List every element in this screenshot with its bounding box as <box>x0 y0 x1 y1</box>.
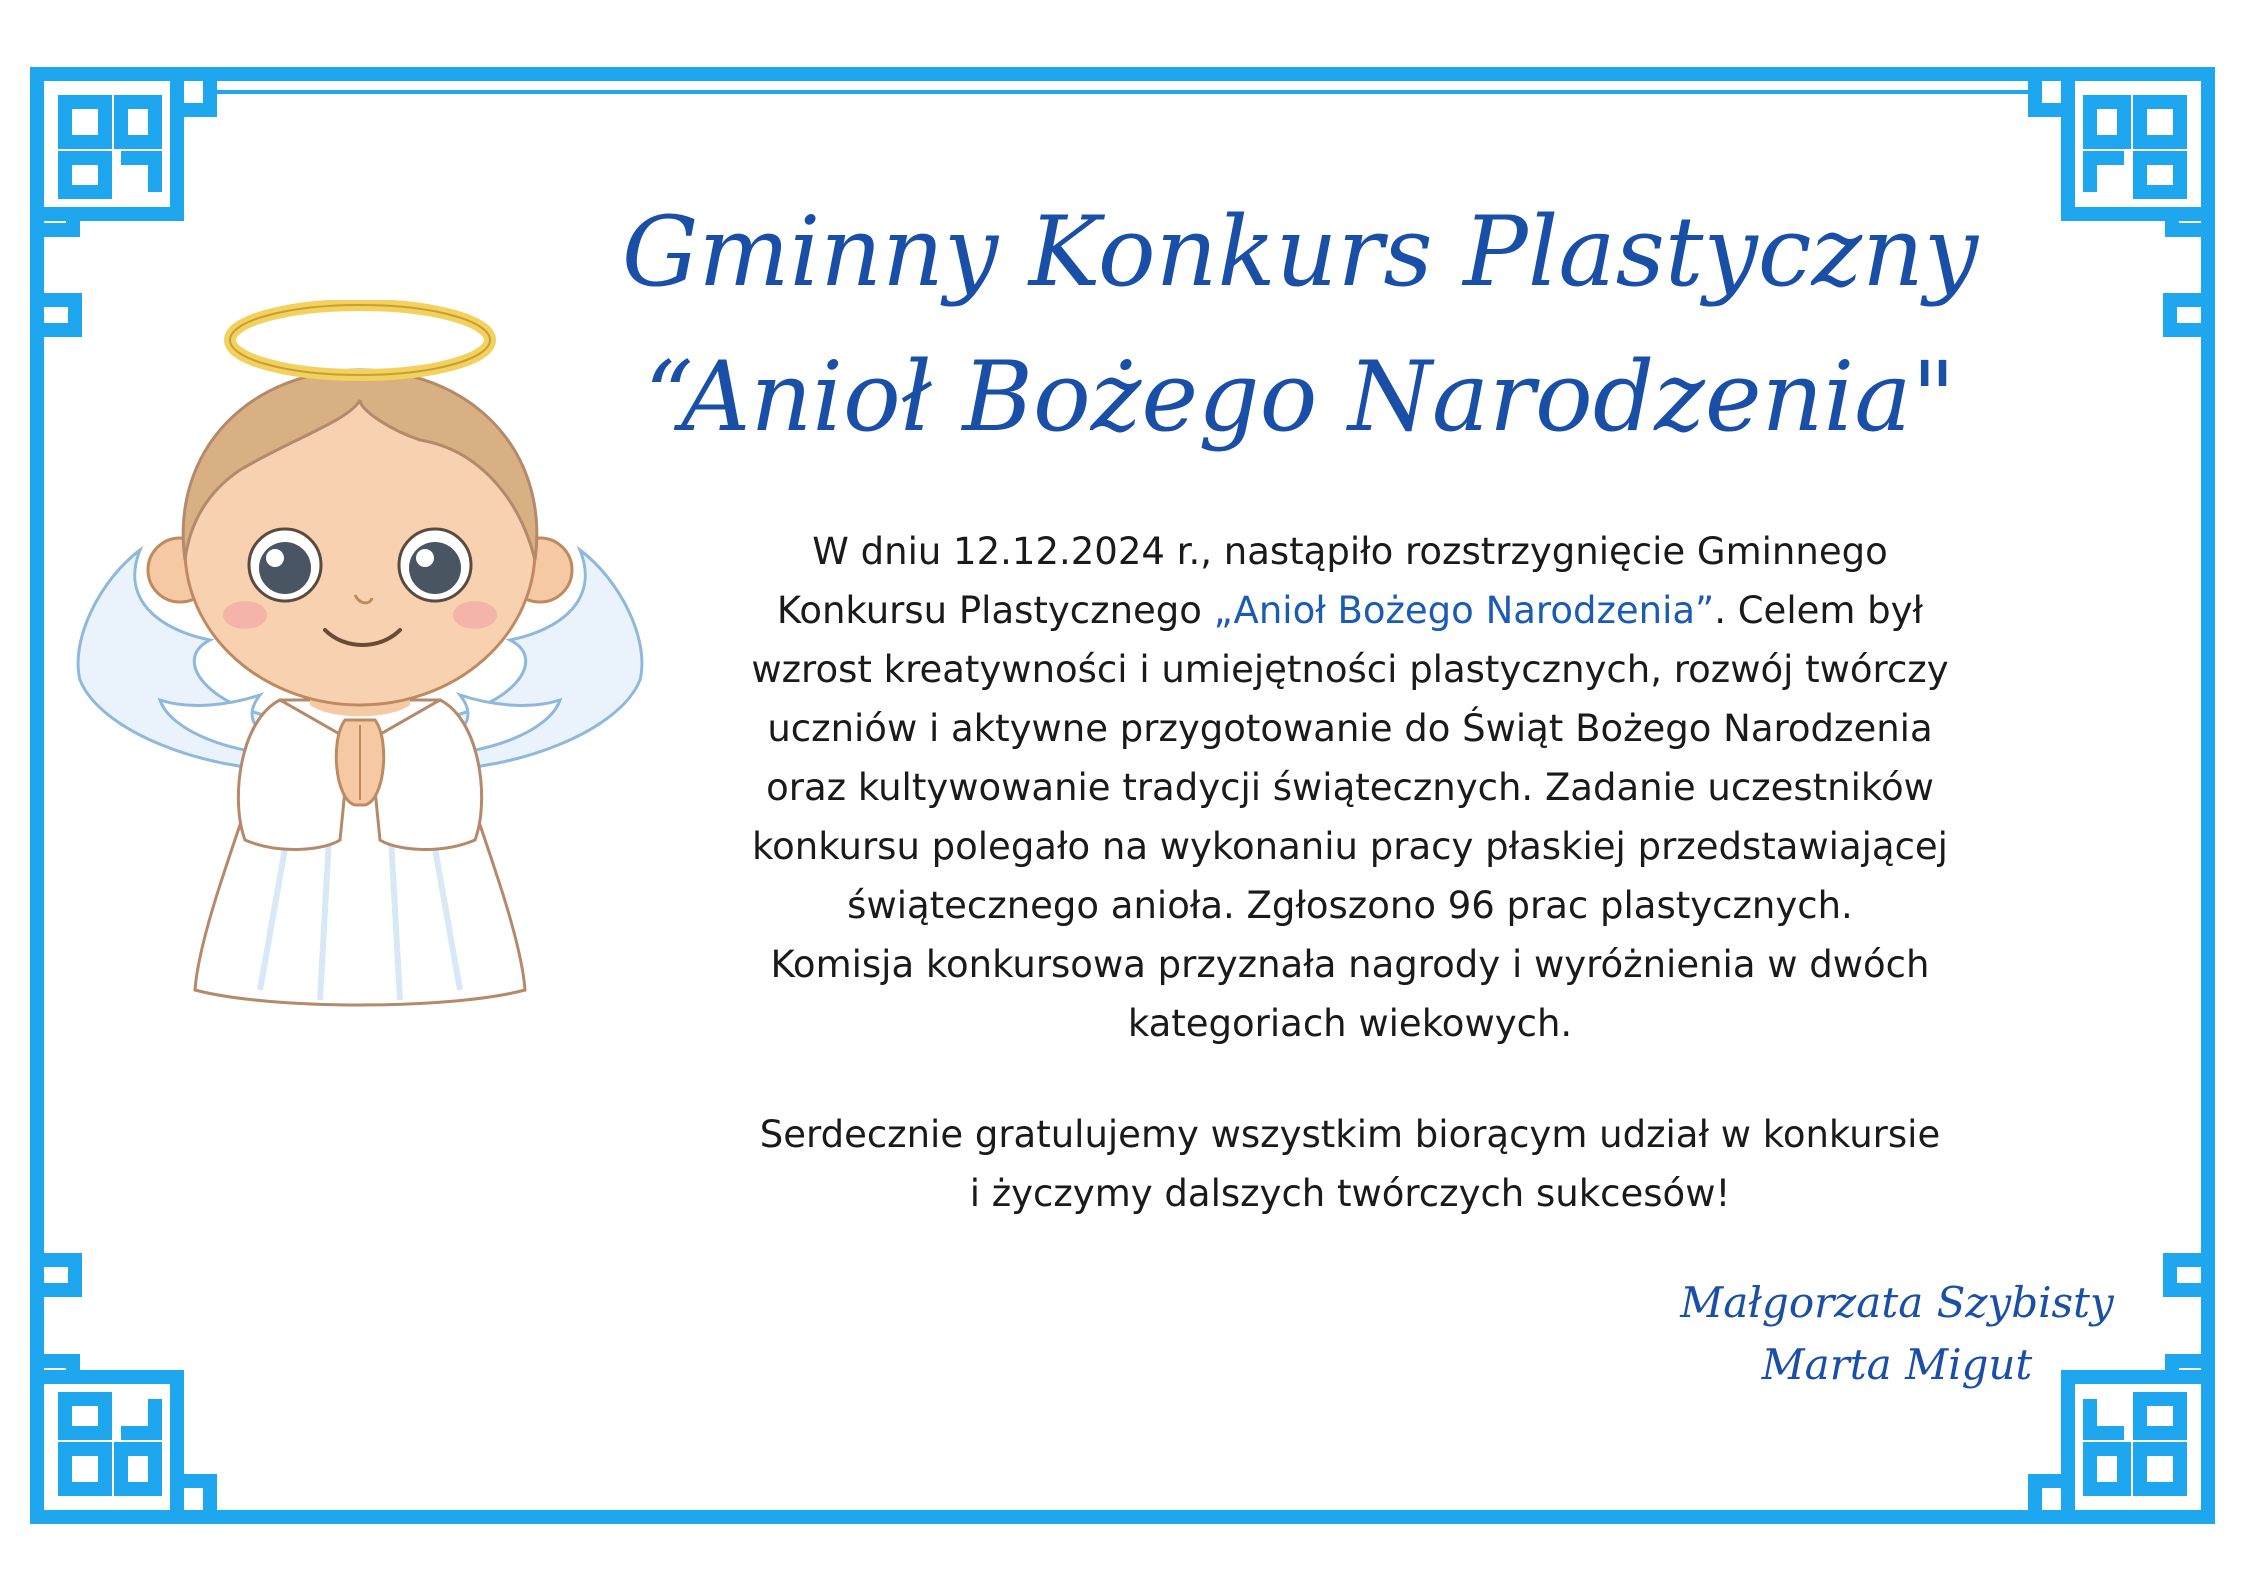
body-line: Komisja konkursowa przyznała nagrody i wyróżnienia w dwóch <box>770 943 1930 986</box>
closing-message <box>650 1105 2050 1223</box>
body-line: kategoriach wiekowych. <box>1127 1002 1573 1045</box>
body-line: świątecznego anioła. Zgłoszono 96 prac plastycznych. <box>847 884 1853 927</box>
closing-line: i życzymy dalszych twórczych sukcesów! <box>969 1172 1731 1215</box>
body-line: oraz kultywowanie tradycji świątecznych. Zadanie uczestników <box>766 766 1934 809</box>
closing-line: Serdecznie gratulujemy wszystkim biorącym udział w konkursie <box>759 1113 1941 1156</box>
signature-name: Małgorzata Szybisty <box>1680 1278 2114 1327</box>
page-subtitle: “Anioł Bożego Narodzenia" <box>644 341 1956 453</box>
body-line: uczniów i aktywne przygotowanie do Świąt Bożego Narodzenia <box>767 707 1933 750</box>
page-title: Gminny Konkurs Plastyczny <box>621 196 1979 308</box>
body-line: konkursu polegało na wykonaniu pracy płaskiej przedstawiającej <box>752 825 1948 868</box>
praying-angel-icon <box>60 300 660 1020</box>
signature-name: Marta Migut <box>1761 1340 2033 1389</box>
contest-name-highlight: „Anioł Bożego Narodzenia” <box>1213 589 1715 632</box>
body-line: Konkursu Plastycznego „Anioł Bożego Narodzenia”. Celem był <box>776 589 1924 632</box>
body-line: wzrost kreatywności i umiejętności plastycznych, rozwój twórczy <box>751 648 1949 691</box>
announcement-body <box>650 522 2050 1053</box>
body-line: W dniu 12.12.2024 r., nastąpiło rozstrzygnięcie Gminnego <box>812 530 1888 573</box>
